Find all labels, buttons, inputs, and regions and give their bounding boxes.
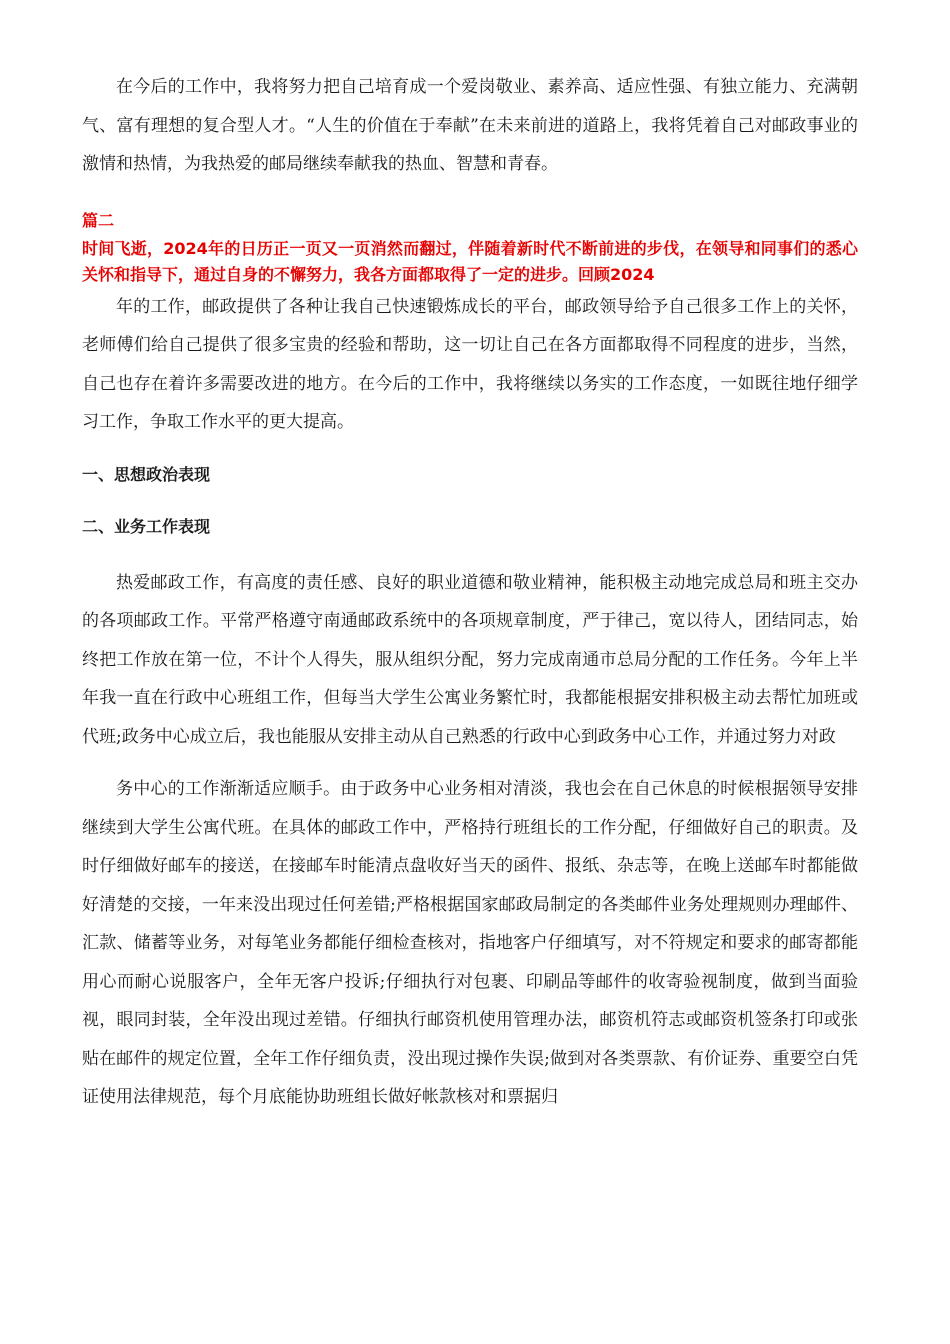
- intro-paragraph: 在今后的工作中，我将努力把自己培育成一个爱岗敬业、素养高、适应性强、有独立能力、充满朝气、富有理想的复合型人才。“人生的价值在于奉献”在未来前进的道路上，我将凭着自己对邮政事业的激情和热情，为我热爱的邮局继续奉献我的热血、智慧和青春。: [82, 77, 858, 174]
- document-page: [82, 68, 858, 1117]
- section-label: 篇二: [82, 210, 115, 230]
- highlighted-intro: 时间飞逝，2024年的日历正一页又一页消然而翻过，伴随着新时代不断前进的步伐，在领导和同事们的悉心关怀和指导下，通过自身的不懈努力，我各方面都取得了一定的进步。回顾2024: [82, 238, 858, 284]
- work-paragraph-1: 热爱邮政工作，有高度的责任感、良好的职业道德和敬业精神，能积极主动地完成总局和班主交办的各项邮政工作。平常严格遵守南通邮政系统中的各项规章制度，严于律己，宽以待人，团结同志，始终把工作放在第一位，不计个人得失，服从组织分配，努力完成南通市总局分配的工作任务。今年上半年我一直在行政中心班组工作，但每当大学生公寓业务繁忙时，我都能根据安排积极主动去帮忙加班或代班;政务中心成立后，我也能服从安排主动从自己熟悉的行政中心到政务中心工作，并通过努力对政: [82, 572, 858, 747]
- work-paragraph-2: 务中心的工作渐渐适应顺手。由于政务中心业务相对清淡，我也会在自己休息的时候根据领导安排继续到大学生公寓代班。在具体的邮政工作中，严格持行班组长的工作分配，仔细做好自己的职责。及时仔细做好邮车的接送，在接邮车时能清点盘收好当天的函件、报纸、杂志等，在晚上送邮车时都能做好清楚的交接，一年来没出现过任何差错;严格根据国家邮政局制定的各类邮件业务处理规则办理邮件、汇款、储蓄等业务，对每笔业务都能仔细检查核对，指地客户仔细填写，对不符规定和要求的邮寄都能用心而耐心说服客户，全年无客户投诉;仔细执行对包裹、印刷品等邮件的收寄验视制度，做到当面验视，眼同封装，全年没出现过差错。仔细执行邮资机使用管理办法，邮资机符志或邮资机签条打印或张贴在邮件的规定位置，全年工作仔细负责，没出现过操作失误;做到对各类票款、有价证券、重要空白凭证使用法律规范，每个月底能协助班组长做好帐款核对和票据归: [82, 779, 858, 1107]
- review-paragraph: 年的工作，邮政提供了各种让我自己快速锻炼成长的平台，邮政领导给予自己很多工作上的关怀，老师傅们给自己提供了很多宝贵的经验和帮助，这一切让自己在各方面都取得不同程度的进步，当然，自己也存在着许多需要改进的地方。在今后的工作中，我将继续以务实的工作态度，一如既往地仔细学习工作，争取工作水平的更大提高。: [82, 296, 858, 432]
- heading-work-performance: 二、业务工作表现: [82, 516, 211, 536]
- heading-political-performance: 一、思想政治表现: [82, 464, 211, 484]
